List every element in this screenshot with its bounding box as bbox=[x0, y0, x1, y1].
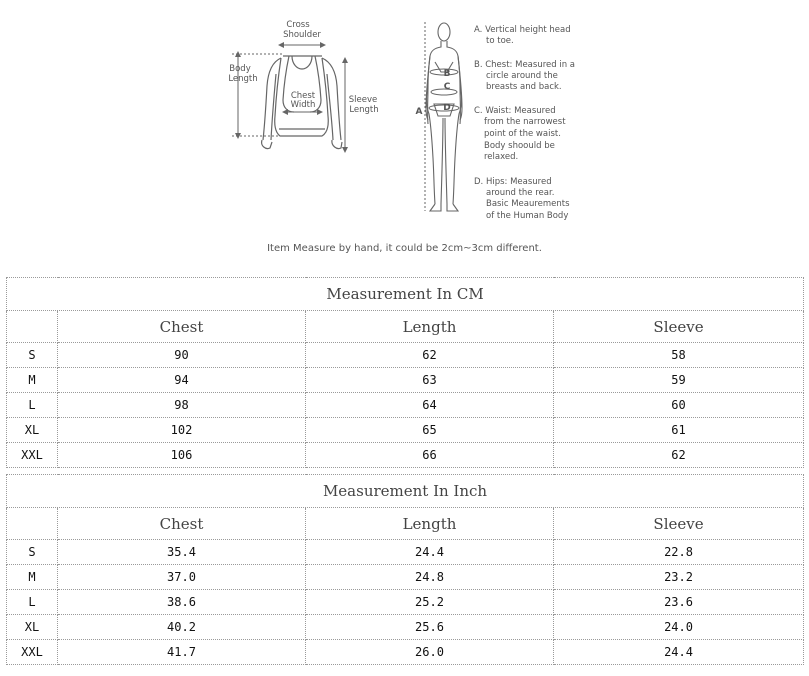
size-header-blank bbox=[7, 508, 58, 540]
header-chest: Chest bbox=[58, 311, 306, 343]
measure-note: Item Measure by hand, it could be 2cm~3cm different. bbox=[267, 243, 542, 254]
svg-text:around the rear.: around the rear. bbox=[486, 188, 555, 198]
size-cell: S bbox=[7, 343, 58, 368]
svg-text:circle around the: circle around the bbox=[486, 71, 558, 81]
definition-c bbox=[474, 106, 566, 162]
length-cell: 63 bbox=[306, 368, 554, 393]
svg-text:Width: Width bbox=[290, 100, 316, 110]
length-cell: 24.4 bbox=[306, 540, 554, 565]
length-cell: 24.8 bbox=[306, 565, 554, 590]
header-length: Length bbox=[306, 508, 554, 540]
sleeve-cell: 58 bbox=[554, 343, 804, 368]
chest-width-label: Chest bbox=[290, 91, 316, 101]
sleeve-cell: 23.6 bbox=[554, 590, 804, 615]
table-row bbox=[7, 443, 804, 468]
length-cell: 25.6 bbox=[306, 615, 554, 640]
definition-d bbox=[474, 177, 570, 221]
letter-d-label: D bbox=[443, 103, 451, 113]
table-row bbox=[7, 343, 804, 368]
chest-cell: 94 bbox=[58, 368, 306, 393]
size-diagram bbox=[0, 0, 809, 270]
svg-text:of the Human Body: of the Human Body bbox=[486, 211, 569, 221]
chest-cell: 38.6 bbox=[58, 590, 306, 615]
size-cell: S bbox=[7, 540, 58, 565]
sleeve-cell: 61 bbox=[554, 418, 804, 443]
chest-cell: 102 bbox=[58, 418, 306, 443]
letter-c-label: C bbox=[443, 82, 451, 92]
sleeve-length-label: Sleeve bbox=[348, 95, 378, 105]
sleeve-cell: 62 bbox=[554, 443, 804, 468]
svg-text:relaxed.: relaxed. bbox=[484, 152, 519, 162]
header-sleeve: Sleeve bbox=[554, 508, 804, 540]
svg-text:to toe.: to toe. bbox=[486, 36, 514, 46]
header-length: Length bbox=[306, 311, 554, 343]
definition-b bbox=[474, 60, 575, 92]
header-chest: Chest bbox=[58, 508, 306, 540]
svg-text:B. Chest: Measured in a: B. Chest: Measured in a bbox=[474, 60, 575, 70]
svg-text:Length: Length bbox=[228, 74, 258, 84]
table-row bbox=[7, 590, 804, 615]
size-cell: XXL bbox=[7, 443, 58, 468]
length-cell: 25.2 bbox=[306, 590, 554, 615]
size-cell: XL bbox=[7, 418, 58, 443]
table-row bbox=[7, 640, 804, 665]
length-cell: 62 bbox=[306, 343, 554, 368]
sleeve-cell: 22.8 bbox=[554, 540, 804, 565]
svg-text:A. Vertical height head: A. Vertical height head bbox=[474, 25, 571, 35]
sleeve-cell: 23.2 bbox=[554, 565, 804, 590]
definition-a bbox=[474, 25, 571, 46]
chest-cell: 90 bbox=[58, 343, 306, 368]
cross-shoulder-label: Cross bbox=[286, 20, 310, 30]
table-row bbox=[7, 565, 804, 590]
svg-text:Shoulder: Shoulder bbox=[283, 30, 321, 40]
letter-b-label: B bbox=[443, 69, 451, 79]
table-row bbox=[7, 418, 804, 443]
size-cell: M bbox=[7, 565, 58, 590]
header-sleeve: Sleeve bbox=[554, 311, 804, 343]
body-length-label: Body bbox=[229, 64, 251, 74]
chest-cell: 40.2 bbox=[58, 615, 306, 640]
table-row bbox=[7, 368, 804, 393]
sleeve-cell: 59 bbox=[554, 368, 804, 393]
svg-text:D. Hips: Measured: D. Hips: Measured bbox=[474, 177, 552, 187]
chest-cell: 37.0 bbox=[58, 565, 306, 590]
svg-text:breasts and back.: breasts and back. bbox=[486, 82, 562, 92]
svg-text:Body shoould be: Body shoould be bbox=[484, 141, 555, 151]
table-row bbox=[7, 540, 804, 565]
table-row bbox=[7, 393, 804, 418]
length-cell: 66 bbox=[306, 443, 554, 468]
size-cell: L bbox=[7, 590, 58, 615]
size-cell: L bbox=[7, 393, 58, 418]
chest-cell: 41.7 bbox=[58, 640, 306, 665]
svg-text:C. Waist: Measured: C. Waist: Measured bbox=[474, 106, 556, 116]
length-cell: 65 bbox=[306, 418, 554, 443]
table-title: Measurement In Inch bbox=[7, 475, 804, 508]
chest-cell: 98 bbox=[58, 393, 306, 418]
sleeve-cell: 60 bbox=[554, 393, 804, 418]
svg-text:Length: Length bbox=[349, 105, 379, 115]
size-header-blank bbox=[7, 311, 58, 343]
letter-a-label: A bbox=[415, 107, 423, 117]
length-cell: 26.0 bbox=[306, 640, 554, 665]
body-figure-illustration bbox=[426, 23, 462, 211]
svg-text:Basic Meaurements: Basic Meaurements bbox=[486, 199, 570, 209]
chest-cell: 106 bbox=[58, 443, 306, 468]
length-cell: 64 bbox=[306, 393, 554, 418]
svg-text:point of the waist.: point of the waist. bbox=[484, 129, 561, 139]
sleeve-cell: 24.4 bbox=[554, 640, 804, 665]
inch-measurement-table bbox=[6, 474, 804, 665]
table-row bbox=[7, 615, 804, 640]
chest-cell: 35.4 bbox=[58, 540, 306, 565]
sleeve-cell: 24.0 bbox=[554, 615, 804, 640]
size-cell: XL bbox=[7, 615, 58, 640]
svg-text:from the narrowest: from the narrowest bbox=[484, 117, 566, 127]
size-cell: M bbox=[7, 368, 58, 393]
size-cell: XXL bbox=[7, 640, 58, 665]
table-title: Measurement In CM bbox=[7, 278, 804, 311]
cm-measurement-table bbox=[6, 277, 804, 468]
